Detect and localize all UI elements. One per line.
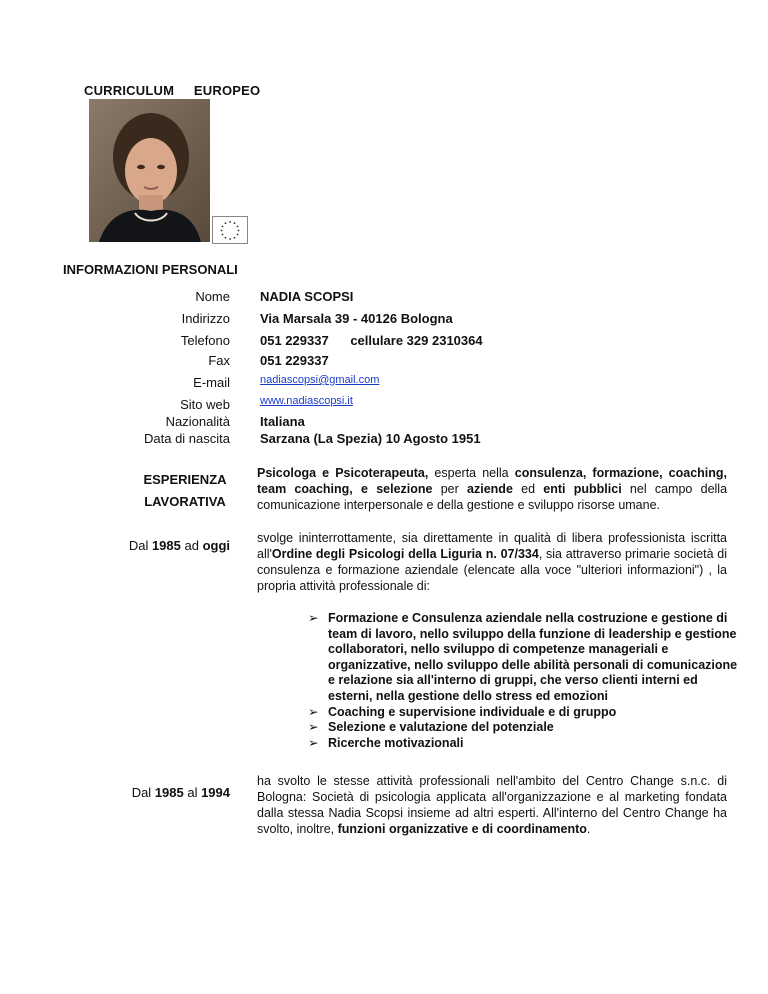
list-item	[308, 720, 738, 736]
label-nazionalita: Nazionalità	[165, 414, 230, 429]
arrow-bullet-icon: ➢	[308, 704, 319, 719]
value-telefono	[260, 333, 483, 348]
label-indirizzo: Indirizzo	[181, 311, 230, 326]
intro-b1: Psicologa e Psicoterapeuta,	[257, 466, 429, 480]
activity-text: Selezione e valutazione del potenziale	[328, 720, 554, 735]
para1-t1: svolge ininterrottamente, sia direttamente in qualità di libera professionista iscritta all'	[257, 531, 727, 561]
list-item	[308, 611, 738, 705]
section-experience-heading	[130, 469, 240, 513]
period1-t1: Dal	[128, 538, 152, 553]
profile-photo	[89, 99, 210, 242]
cv-title-word1: CURRICULUM	[84, 83, 175, 98]
para1-b1: Ordine degli Psicologi della Liguria n. 07/334	[271, 547, 539, 561]
label-telefono: Telefono	[180, 333, 230, 348]
value-nascita: Sarzana (La Spezia) 10 Agosto 1951	[260, 431, 481, 446]
email-link[interactable]: nadiascopsi@gmail.com	[260, 374, 380, 386]
label-web: Sito web	[180, 397, 230, 412]
intro-t4: nel campo della comunicazione interpersonale e della gestione e sviluppo risorse umane.	[257, 482, 728, 512]
activity-text: Formazione e Consulenza aziendale nella costruzione e gestione di team di lavoro, nello sviluppo della funzione di leadership e gestione collaboratori, nello sviluppo di competenze manageriali e organizzative, nello sviluppo delle abilità personali di comunicazione e relazione sia all'interno di gruppi, che verso clienti interni ed esterni, nella gestione dello stress ed emozioni	[328, 611, 738, 703]
value-nome: NADIA SCOPSI	[260, 289, 354, 304]
experience-paragraph-2	[257, 773, 727, 837]
portrait-image	[89, 99, 210, 242]
period-1985-1994	[132, 785, 230, 800]
period2-t1: Dal	[131, 785, 155, 800]
experience-heading-line2: LAVORATIVA	[144, 494, 226, 509]
period1-b2: oggi	[202, 538, 230, 553]
intro-t3: ed	[512, 482, 544, 496]
period-1985-oggi	[129, 538, 230, 553]
label-nome: Nome	[195, 289, 230, 304]
value-cellulare: cellulare 329 2310364	[350, 333, 483, 348]
experience-paragraph-1	[257, 530, 727, 594]
list-item	[308, 736, 738, 752]
arrow-bullet-icon: ➢	[308, 720, 319, 735]
period2-b2: 1994	[201, 785, 230, 800]
period2-b1: 1985	[154, 785, 184, 800]
arrow-bullet-icon: ➢	[308, 735, 319, 750]
cv-title	[84, 83, 276, 98]
value-nazionalita: Italiana	[260, 414, 305, 429]
experience-intro	[257, 465, 727, 513]
experience-heading-line1: ESPERIENZA	[143, 472, 227, 487]
value-indirizzo: Via Marsala 39 - 40126 Bologna	[260, 311, 453, 326]
intro-b2: consulenza, formazione, coaching, team coaching, e selezione	[257, 466, 728, 496]
period2-t2: al	[183, 785, 202, 800]
para2-t2: .	[586, 822, 591, 836]
activity-text: Ricerche motivazionali	[328, 735, 464, 750]
label-fax: Fax	[208, 353, 230, 368]
list-item	[308, 705, 738, 721]
para2-t1: ha svolto le stesse attività professionali nell'ambito del Centro Change s.n.c. di Bologna: Società di psicologia applicata all'organizzazione e al marketing fondata dalla stessa Nadia Scopsi insieme ad altri esperti. All'interno del Centro Change ha svolto, inoltre,	[257, 774, 727, 836]
label-nascita: Data di nascita	[144, 431, 230, 446]
eu-flag-icon	[212, 216, 248, 244]
para2-b1: funzioni organizzative e di coordinamento	[337, 822, 587, 836]
period1-b1: 1985	[151, 538, 181, 553]
activities-list	[308, 611, 738, 751]
intro-b4: enti pubblici	[543, 482, 622, 496]
arrow-bullet-icon: ➢	[308, 611, 319, 625]
value-fax: 051 229337	[260, 353, 329, 368]
section-personal-heading: INFORMAZIONI PERSONALI	[63, 262, 238, 277]
intro-t1: esperta nella	[428, 466, 515, 480]
cv-title-word2: EUROPEO	[193, 83, 261, 98]
value-telefono-number: 051 229337	[260, 333, 329, 348]
para1-t2: , sia attraverso primarie società di consulenza e formazione aziendale (elencate alla voce "ulteriori informazioni") , la propria attività professionale di:	[257, 547, 727, 593]
period1-t2: ad	[180, 538, 203, 553]
activity-text: Coaching e supervisione individuale e di gruppo	[328, 704, 617, 719]
label-email: E-mail	[193, 375, 230, 390]
intro-b3: aziende	[467, 482, 513, 496]
intro-t2: per	[432, 482, 468, 496]
website-link[interactable]: www.nadiascopsi.it	[260, 395, 353, 407]
